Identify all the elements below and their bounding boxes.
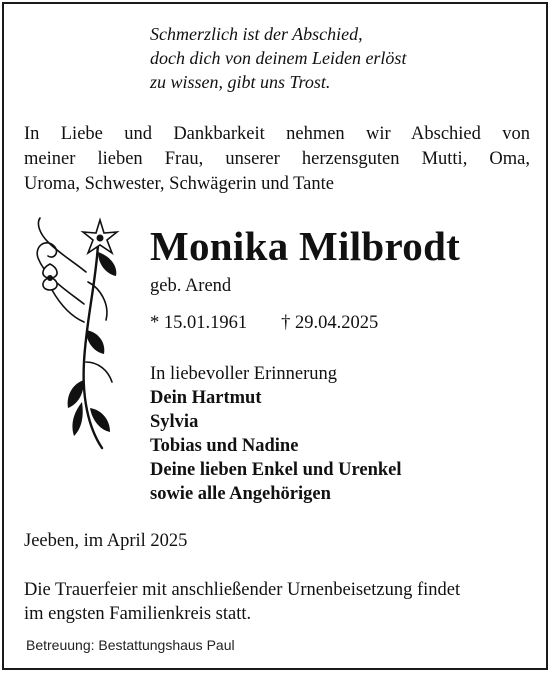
motto-line: doch dich von deinem Leiden erlöst [150,48,407,68]
motto-line: Schmerzlich ist der Abschied, [150,24,363,44]
flower-branch-icon [26,212,136,454]
death-date: † 29.04.2025 [281,313,379,333]
motto-line: zu wissen, gibt uns Trost. [150,72,331,92]
obituary-notice [2,2,548,670]
intro-line: meiner lieben Frau, unserer herzensguten Mutti, Oma, [24,149,530,169]
mourners-block [150,362,402,506]
mourner-name: Tobias und Nadine [150,436,299,456]
funeral-line: im engsten Familienkreis statt. [24,604,252,624]
place-date: Jeeben, im April 2025 [24,531,188,551]
motto-verse [150,22,406,94]
birth-date: * 15.01.1961 [150,313,248,333]
funeral-info [24,578,460,626]
funeral-home-note: Betreuung: Bestattungshaus Paul [26,637,235,653]
maiden-name: geb. Arend [150,276,232,296]
intro-line: In Liebe und Dankbarkeit nehmen wir Abschied von [24,124,530,144]
mourner-name: Dein Hartmut [150,388,262,408]
mourners-intro: In liebevoller Erinnerung [150,364,337,384]
mourner-name: sowie alle Angehörigen [150,484,331,504]
deceased-name: Monika Milbrodt [150,223,461,269]
intro-text [24,122,530,197]
funeral-line: Die Trauerfeier mit anschließender Urnenbeisetzung findet [24,580,461,600]
intro-line: Uroma, Schwester, Schwägerin und Tante [24,174,334,194]
mourner-name: Sylvia [150,412,199,432]
life-dates [150,313,378,334]
mourner-name: Deine lieben Enkel und Urenkel [150,460,402,480]
